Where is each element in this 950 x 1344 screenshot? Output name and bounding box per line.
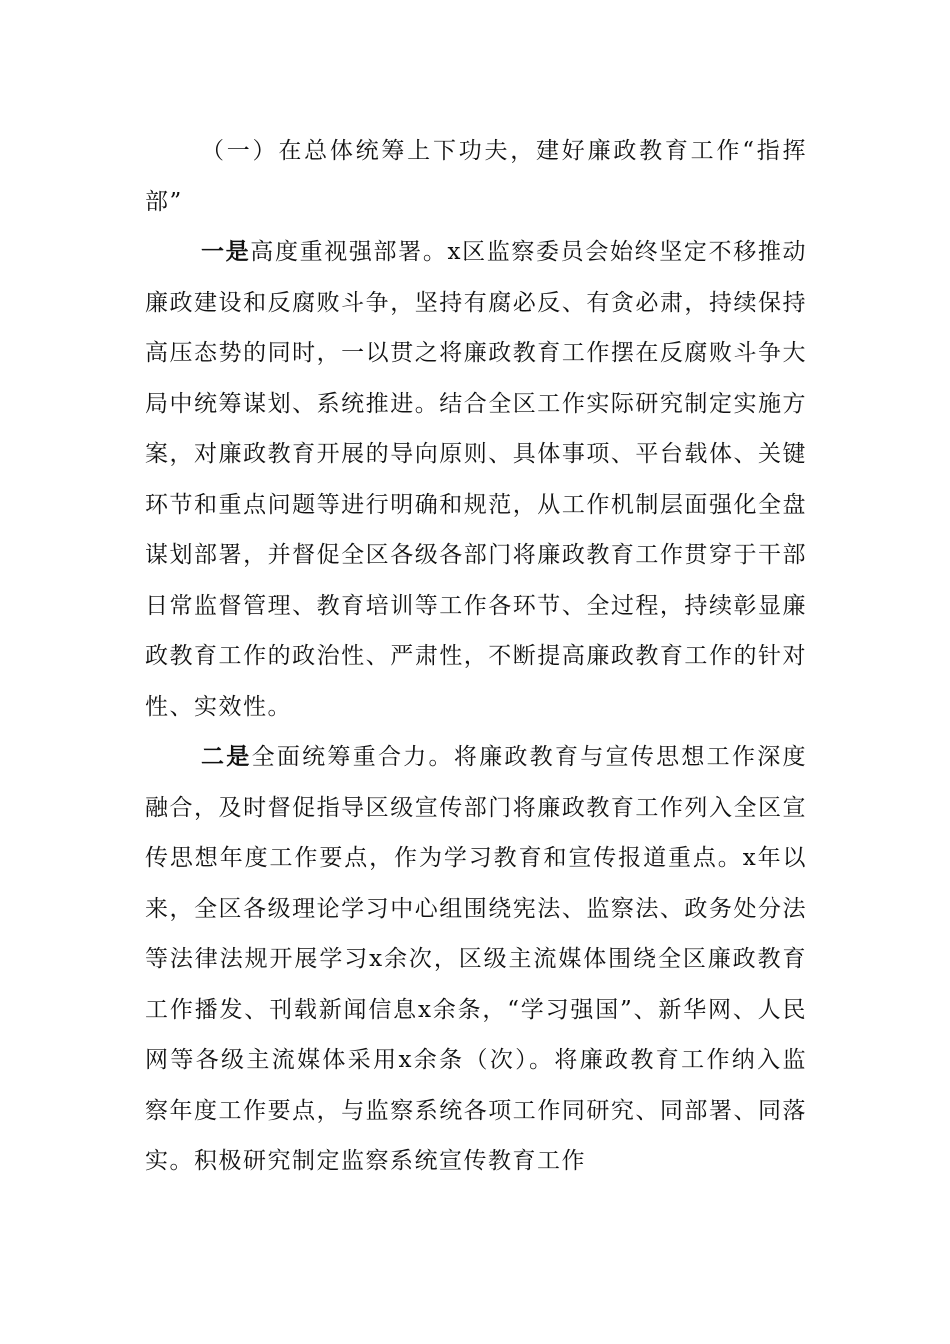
- paragraph-1-lead: 一是: [201, 238, 251, 265]
- paragraph-1-text: 高度重视强部署。x区监察委员会始终坚定不移推动廉政建设和反腐败斗争，坚持有腐必反、有贪必肃，持续保持高压态势的同时，一以贯之将廉政教育工作摆在反腐败斗争大局中统筹谋划、系统推进。结合全区工作实际研究制定实施方案，对廉政教育开展的导向原则、具体事项、平台载体、关键环节和重点问题等进行明确和规范，从工作机制层面强化全盘谋划部署，并督促全区各级各部门将廉政教育工作贯穿于干部日常监督管理、教育培训等工作各环节、全过程，持续彰显廉政教育工作的政治性、严肃性，不断提高廉政教育工作的针对性、实效性。: [145, 239, 807, 720]
- paragraph-2-lead: 二是: [201, 743, 252, 770]
- section-heading-text: （一）在总体统筹上下功夫，建好廉政教育工作“指挥部”: [145, 138, 807, 215]
- paragraph-2: [145, 732, 807, 1187]
- document-body: [145, 126, 807, 1187]
- section-heading: [145, 126, 807, 227]
- paragraph-1: [145, 227, 807, 732]
- paragraph-2-text: 全面统筹重合力。将廉政教育与宣传思想工作深度融合，及时督促指导区级宣传部门将廉政教育工作列入全区宣传思想年度工作要点，作为学习教育和宣传报道重点。x年以来，全区各级理论学习中心组围绕宪法、监察法、政务处分法等法律法规开展学习x余次，区级主流媒体围绕全区廉政教育工作播发、刊载新闻信息x余条，“学习强国”、新华网、人民网等各级主流媒体采用x余条（次）。将廉政教育工作纳入监察年度工作要点，与监察系统各项工作同研究、同部署、同落实。积极研究制定监察系统宣传教育工作: [145, 744, 808, 1174]
